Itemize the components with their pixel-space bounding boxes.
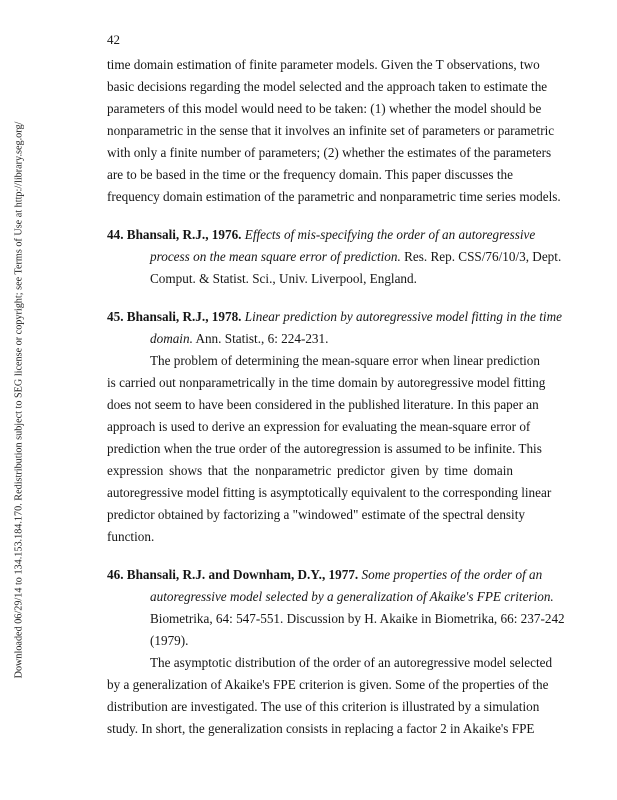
abstract-line: The asymptotic distribution of the order of an autoregressive model selected [150,655,553,670]
entry-number: 44. [107,227,124,242]
abstract-line: is carried out nonparametrically in the time domain by autoregressive model fitting [107,375,546,390]
intro-line: parameters of this model would need to be taken: (1) whether the model should be [107,101,542,116]
entry-title [150,589,554,605]
intro-line: with only a finite number of parameters; (2) whether the estimates of the parameters [107,145,552,160]
abstract-line: approach is used to derive an expression for evaluating the mean-square error of [107,419,531,434]
entry-authors: Bhansali, R.J., 1976. [126,227,242,242]
entry-source: Comput. & Statist. Sci., Univ. Liverpool, England. [150,271,417,286]
intro-line: are to be based in the time or the frequency domain. This paper discusses the [107,167,513,182]
abstract-line: study. In short, the generalization consists in replacing a factor 2 in Akaike's FPE [107,721,535,736]
download-notice-text: Downloaded 06/29/14 to 134.153.184.170. Redistribution subject to SEG license or copyright; see Terms of Use at http://library.seg.org/ [13,121,25,679]
intro-line: basic decisions regarding the model selected and the approach taken to estimate the [107,79,548,94]
entry-source: Ann. Statist., 6: 224-231. [195,331,329,346]
entry-title: Linear prediction by autoregressive model fitting in the time [244,309,562,324]
entry-source: Res. Rep. CSS/76/10/3, Dept. [404,249,562,264]
abstract-line: by a generalization of Akaike's FPE criterion is given. Some of the properties of the [107,677,549,692]
entry-number: 45. [107,309,124,324]
entry-title-continued: autoregressive model selected by a generalization of Akaike's FPE criterion. [150,589,554,604]
abstract-line: predictor obtained by factorizing a "windowed" estimate of the spectral density [107,507,525,522]
abstract-line: distribution are investigated. The use of this criterion is illustrated by a simulation [107,699,540,714]
entry-title: domain. [150,331,193,346]
entry-title: process on the mean square error of prediction. [150,249,401,264]
intro-line: frequency domain estimation of the parametric and nonparametric time series models. [107,189,561,204]
reference-entry-44-line1 [107,227,536,243]
intro-line: nonparametric in the sense that it involves an infinite set of parameters or parametric [107,123,555,138]
entry-title: Some properties of the order of an [361,567,543,582]
abstract-line: function. [107,529,155,544]
entry-source: (1979). [150,633,189,648]
entry-title: Effects of mis-specifying the order of an autoregressive [244,227,536,242]
abstract-line: prediction when the true order of the autoregression is assumed to be infinite. This [107,441,542,456]
abstract-line: The problem of determining the mean-square error when linear prediction [150,353,540,368]
abstract-line: autoregressive model fitting is asymptotically equivalent to the corresponding linear [107,485,552,500]
entry-authors: Bhansali, R.J., 1978. [126,309,242,324]
entry-authors: Bhansali, R.J. and Downham, D.Y., 1977. [126,567,359,582]
reference-entry-44-line2 [150,249,562,265]
reference-entry-45-line1 [107,309,562,325]
entry-number: 46. [107,567,124,582]
abstract-line: expression shows that the nonparametric predictor given by time domain [107,463,513,478]
reference-entry-45-line2 [150,331,513,347]
download-notice [10,120,28,680]
page-number: 42 [107,32,120,47]
entry-source: Biometrika, 64: 547-551. Discussion by H. Akaike in Biometrika, 66: 237-242 [150,611,565,626]
abstract-line: does not seem to have been considered in the published literature. In this paper an [107,397,539,412]
intro-line: time domain estimation of finite parameter models. Given the T observations, two [107,57,540,72]
reference-entry-46-line1 [107,567,543,583]
